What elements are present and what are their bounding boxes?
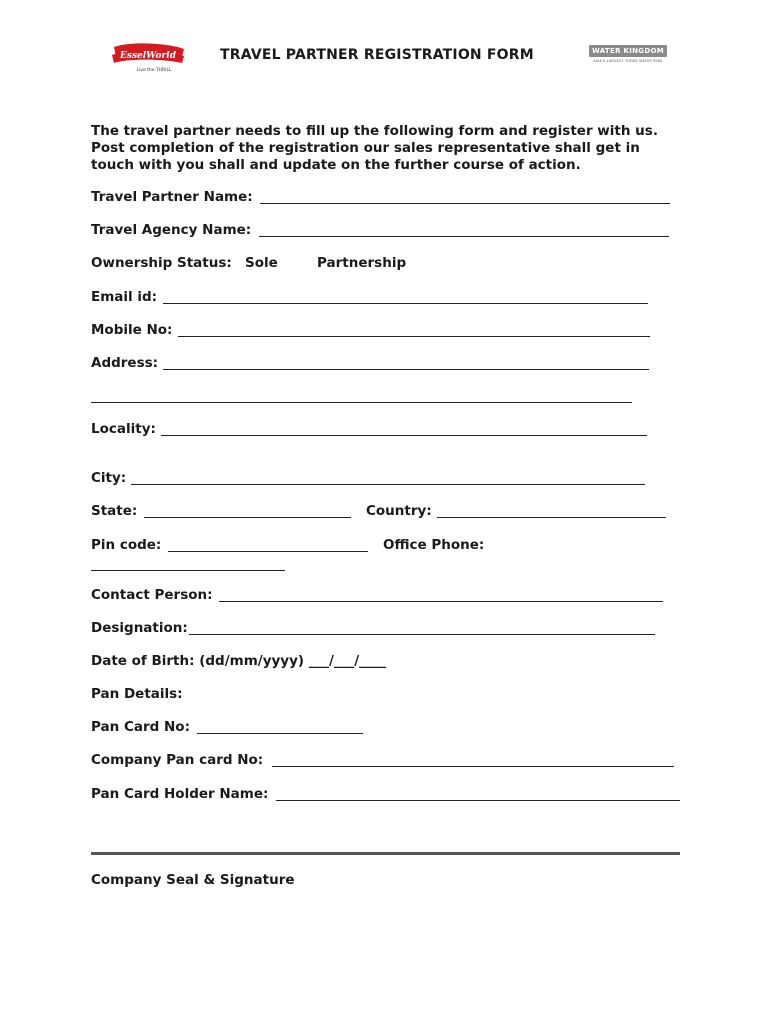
pan-card-holder-name-field[interactable]	[276, 800, 680, 801]
contact-person-label: Contact Person:	[91, 587, 213, 603]
intro-paragraph	[91, 123, 691, 174]
contact-person-field[interactable]	[219, 601, 663, 602]
intro-line-1: The travel partner needs to fill up the following form and register with us.	[91, 123, 658, 139]
left-logo-text: EsselWorld	[120, 51, 176, 61]
ownership-status-label: Ownership Status:	[91, 255, 232, 271]
address-field-line-2[interactable]	[91, 402, 632, 403]
company-pan-card-no-field[interactable]	[272, 766, 674, 767]
mobile-field[interactable]	[178, 336, 650, 337]
water-kingdom-logo	[589, 45, 667, 65]
esselworld-logo-icon	[110, 43, 186, 75]
pan-card-holder-name-label: Pan Card Holder Name:	[91, 786, 269, 802]
pan-card-no-field[interactable]	[197, 733, 363, 734]
email-field[interactable]	[163, 303, 648, 304]
intro-line-2: Post completion of the registration our sales representative shall get in	[91, 140, 640, 156]
travel-partner-name-label: Travel Partner Name:	[91, 189, 253, 205]
country-field[interactable]	[437, 517, 666, 518]
address-field-line-1[interactable]	[163, 369, 649, 370]
pin-code-field[interactable]	[168, 551, 368, 552]
company-pan-card-no-label: Company Pan card No:	[91, 752, 264, 768]
left-logo-tagline: Live the THRILL	[136, 68, 172, 73]
designation-label: Designation:	[91, 620, 188, 636]
right-logo-tagline: ASIA'S LARGEST THEME WATER PARK	[593, 59, 663, 63]
pin-code-label: Pin code:	[91, 537, 162, 553]
intro-line-3: touch with you shall and update on the further course of action.	[91, 157, 581, 173]
mobile-label: Mobile No:	[91, 322, 173, 338]
locality-field[interactable]	[161, 435, 647, 436]
pan-card-no-label: Pan Card No:	[91, 719, 190, 735]
right-logo-text: WATER KINGDOM	[592, 47, 664, 55]
travel-agency-name-label: Travel Agency Name:	[91, 222, 252, 238]
city-field[interactable]	[131, 484, 645, 485]
ownership-partnership-option[interactable]: Partnership	[317, 255, 407, 271]
date-of-birth-label[interactable]: Date of Birth: (dd/mm/yyyy) ___/___/____	[91, 653, 387, 669]
country-label: Country:	[366, 503, 432, 519]
state-label: State:	[91, 503, 138, 519]
office-phone-label: Office Phone:	[383, 537, 485, 553]
company-seal-signature-label: Company Seal & Signature	[91, 872, 295, 888]
address-label: Address:	[91, 355, 159, 371]
designation-field[interactable]	[189, 634, 655, 635]
pan-details-heading: Pan Details:	[91, 686, 183, 702]
locality-label: Locality:	[91, 421, 156, 437]
city-label: City:	[91, 470, 127, 486]
ownership-sole-option[interactable]: Sole	[245, 255, 278, 271]
travel-agency-name-field[interactable]	[259, 236, 669, 237]
form-title: TRAVEL PARTNER REGISTRATION FORM	[220, 47, 534, 63]
signature-rule	[91, 852, 680, 855]
office-phone-field[interactable]	[91, 570, 285, 571]
esselworld-logo	[110, 43, 186, 75]
email-label: Email id:	[91, 289, 158, 305]
travel-partner-name-field[interactable]	[260, 203, 670, 204]
state-field[interactable]	[144, 517, 351, 518]
